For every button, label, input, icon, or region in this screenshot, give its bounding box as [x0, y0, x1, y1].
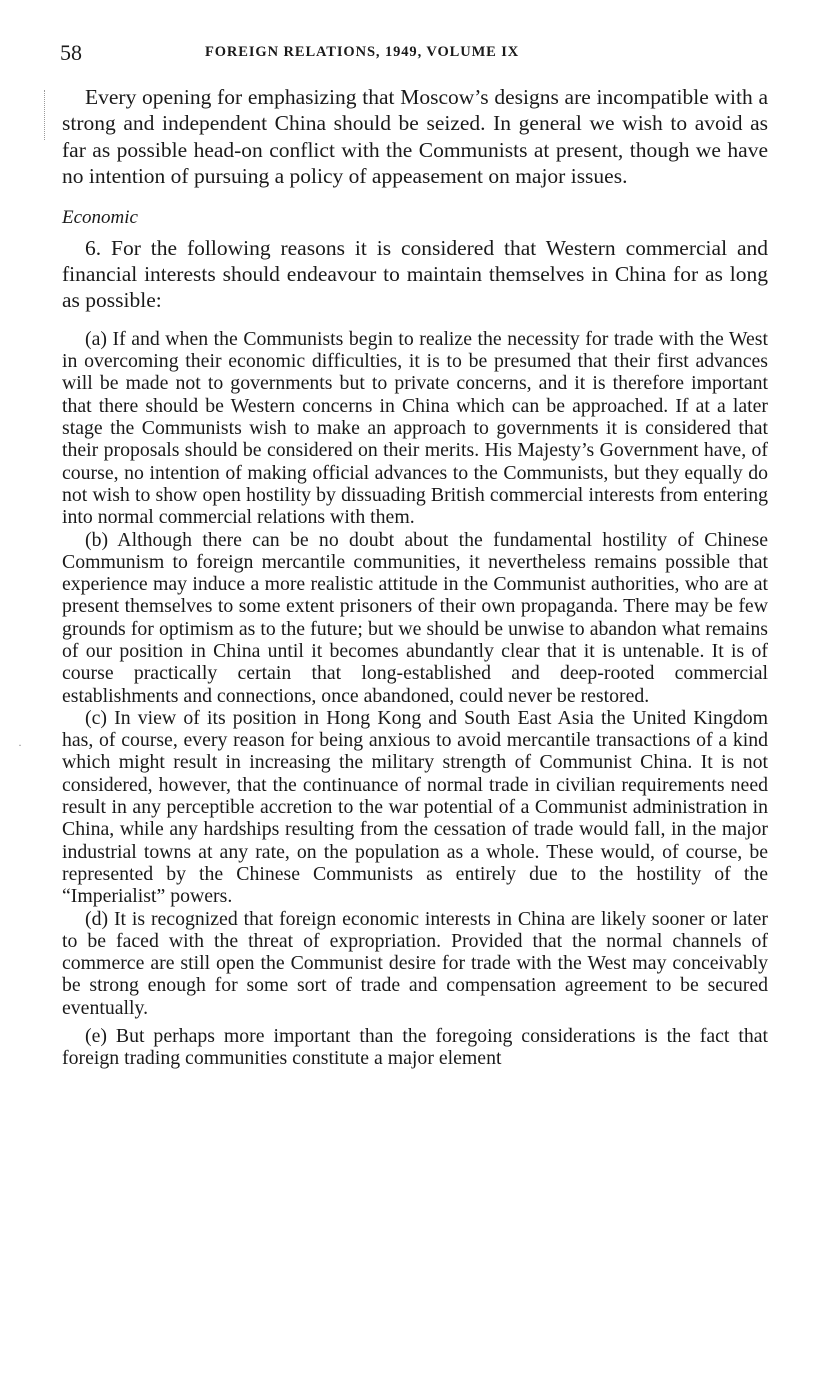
sub-paragraph-label: (d) [85, 907, 109, 930]
sub-paragraph-b [62, 529, 768, 707]
intro-paragraph: Every opening for emphasizing that Moscow’s designs are incompatible with a strong and independent China should be seized. In general we wish to avoid as far as possible head-on conflict with the Communists at present, though we have no intention of pursuing a policy of appeasement on major issues. [62, 85, 768, 189]
section-heading: Economic [62, 206, 138, 228]
sub-paragraph-text: Although there can be no doubt about the fundamental hostility of Chinese Communism to foreign mercantile communities, it nevertheless remains possible that experience may induce a more realistic attitude in the Communist authorities, who are at present themselves to some extent prisoners of their own propaganda. There may be few grounds for optimism as to the future; but we should be unwise to abandon what remains of our position in China until it becomes abundantly clear that it is untenable. It is of course practically certain that long-established and deep-rooted commercial establishments and connections, once abandoned, could never be restored. [62, 528, 768, 707]
sub-paragraph-c [62, 707, 768, 908]
sub-paragraph-label: (c) [85, 706, 107, 729]
sub-paragraph-label: (e) [85, 1025, 107, 1048]
sub-paragraph-text: In view of its position in Hong Kong and South East Asia the United Kingdom has, of course, every reason for being anxious to avoid mercantile transactions of a kind which might result in increasing the military strength of Communist China. It is not considered, however, that the continuance of normal trade in civilian requirements need result in any perceptible accretion to the war potential of a Communist administration in China, while any hardships resulting from the cessation of trade would fall, in the major industrial towns at any rate, on the population as a whole. These would, of course, be represented by the Chinese Communists as entirely due to the hostility of the “Imperialist” powers. [62, 706, 768, 908]
margin-dot: · [18, 738, 22, 752]
page-header [62, 36, 768, 70]
page-number: 58 [60, 40, 82, 65]
sub-paragraph-a [62, 328, 768, 529]
sub-paragraph-e [62, 1025, 768, 1070]
running-title: FOREIGN RELATIONS, 1949, VOLUME IX [205, 44, 520, 60]
paragraph-6: 6. For the following reasons it is considered that Western commercial and financial interests should endeavour to maintain themselves in China for as long as possible: [62, 235, 768, 313]
sub-paragraph-label: (b) [85, 528, 109, 551]
margin-mark [44, 90, 46, 140]
sub-paragraph-text: If and when the Communists begin to realize the necessity for trade with the West in overcoming their economic difficulties, it is to be presumed that their first advances will be made not to governments but to private concerns, and it is therefore important that there should be Western concerns in China which can be approached. If at a later stage the Communists wish to make an approach to governments it is considered that their proposals should be considered on their merits. His Majesty’s Government have, of course, no intention of making official advances to the Communists, but they equally do not wish to show open hostility by dissuading British commercial interests from entering into normal commercial relations with them. [62, 327, 768, 529]
sub-paragraph-label: (a) [85, 327, 107, 350]
sub-paragraph-text: It is recognized that foreign economic interests in China are likely sooner or later to be faced with the threat of expropriation. Provided that the normal channels of commerce are still open the Communist desire for trade with the West may conceivably be strong enough for some sort of trade and compensation agreement to be secured eventually. [62, 907, 768, 1019]
sub-paragraph-text: But perhaps more important than the foregoing considerations is the fact that foreign trading communities constitute a major element [62, 1025, 768, 1070]
sub-paragraph-d [62, 908, 768, 1019]
document-page [62, 36, 768, 1070]
